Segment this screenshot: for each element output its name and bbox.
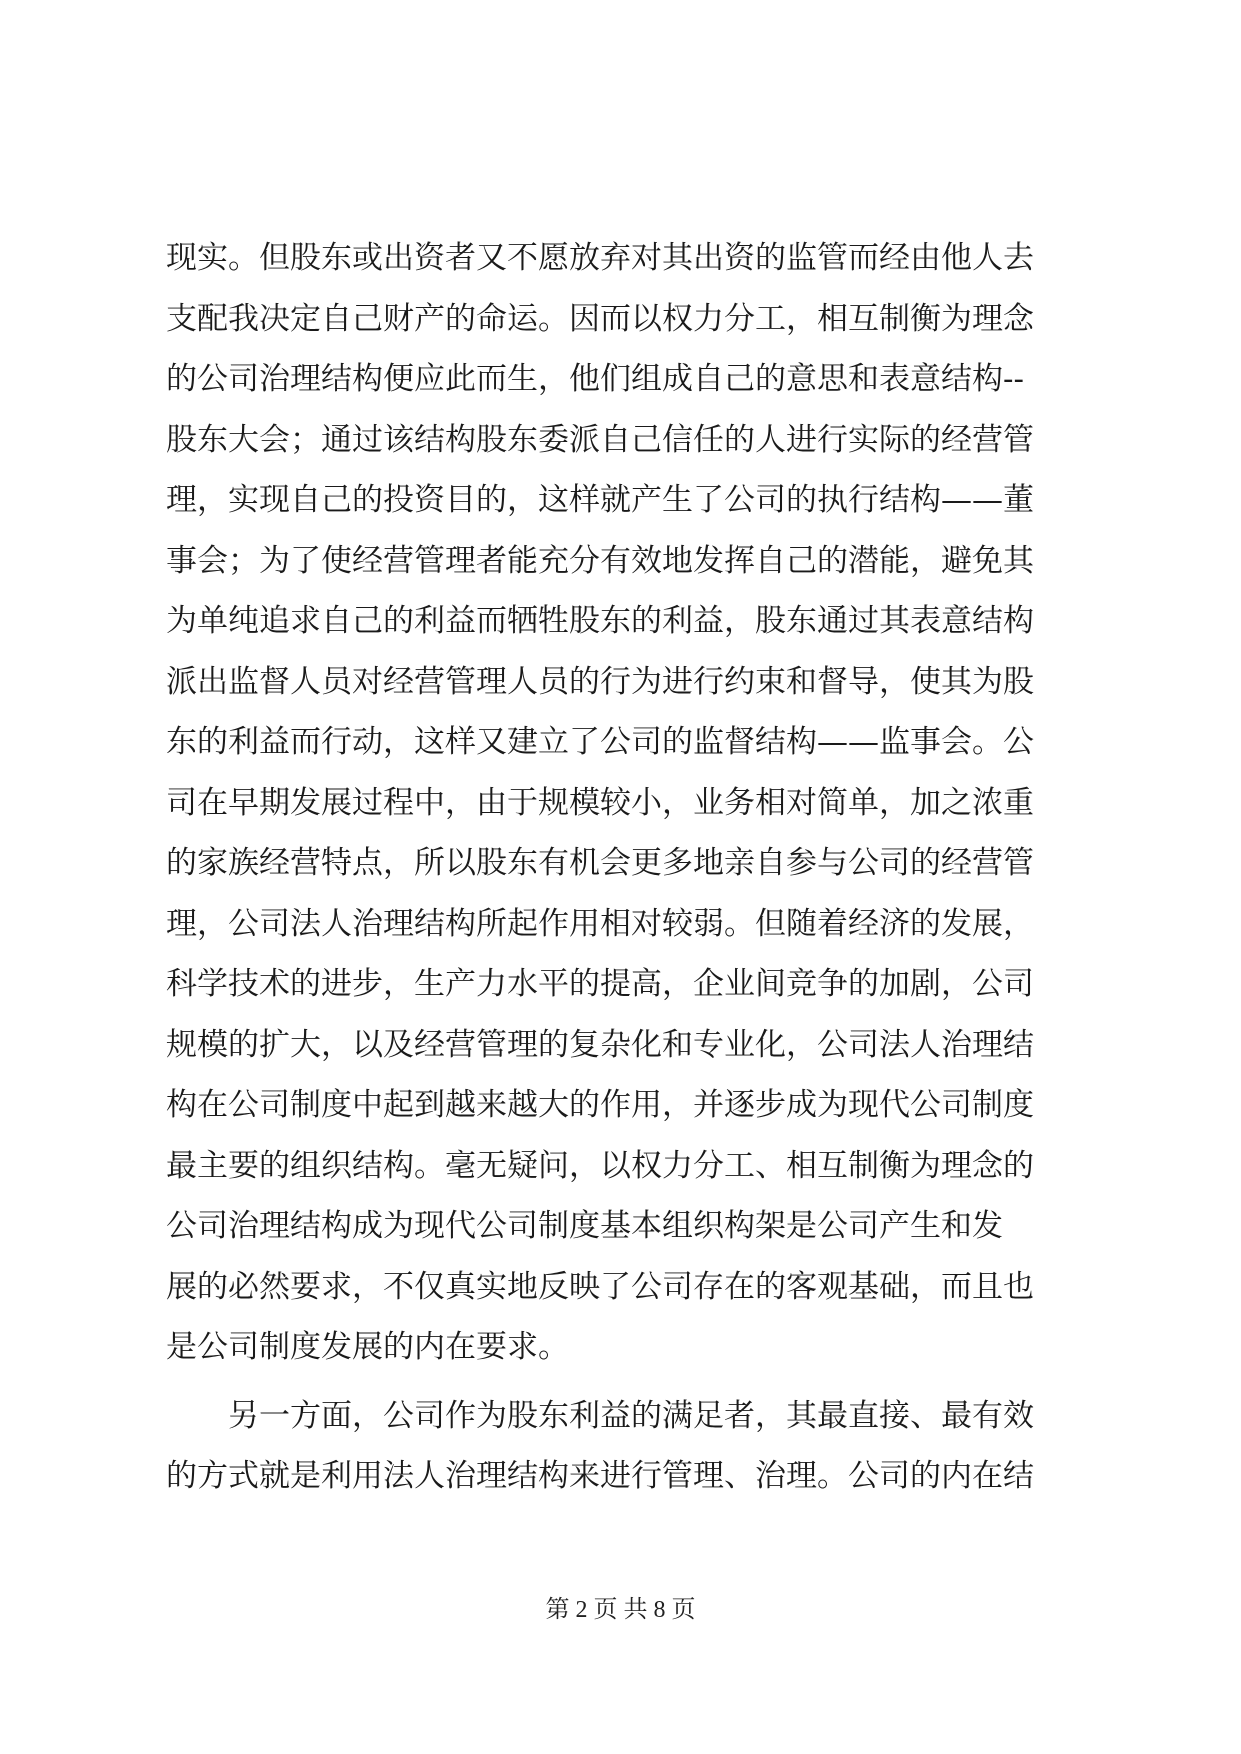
- paragraph-1-line: 规模的扩大，以及经营管理的复杂化和专业化，公司法人治理结: [166, 1026, 1034, 1063]
- paragraph-1-line: 事会；为了使经营管理者能充分有效地发挥自己的潜能，避免其: [166, 542, 1034, 579]
- body-text: [166, 228, 1086, 1507]
- paragraph-1-line: 理，公司法人治理结构所起作用相对较弱。但随着经济的发展，: [166, 905, 1034, 942]
- paragraph-1-line: 派出监督人员对经营管理人员的行为进行约束和督导，使其为股: [166, 663, 1034, 700]
- paragraph-2-line: 的方式就是利用法人治理结构来进行管理、治理。公司的内在结: [166, 1458, 1034, 1494]
- paragraph-1-line: 构在公司制度中起到越来越大的作用，并逐步成为现代公司制度: [166, 1087, 1034, 1123]
- page-number-label: 第 2 页 共 8 页: [545, 1597, 696, 1623]
- paragraph-1-line: 现实。但股东或出资者又不愿放弃对其出资的监管而经由他人去: [166, 240, 1034, 276]
- paragraph-1-line: 展的必然要求，不仅真实地反映了公司存在的客观基础，而且也: [166, 1268, 1034, 1305]
- paragraph-1-line: 科学技术的进步，生产力水平的提高，企业间竞争的加剧，公司: [166, 966, 1034, 1002]
- paragraph-1-line: 司在早期发展过程中，由于规模较小，业务相对简单，加之浓重: [166, 784, 1034, 821]
- paragraph-1-line: 股东大会；通过该结构股东委派自己信任的人进行实际的经营管: [166, 421, 1034, 458]
- page-footer: [0, 1594, 1241, 1626]
- paragraph-1-line: 是公司制度发展的内在要求。: [166, 1329, 569, 1365]
- paragraph-1-line: 最主要的组织结构。毫无疑问，以权力分工、相互制衡为理念的: [166, 1147, 1034, 1184]
- paragraph-1-line: 支配我决定自己财产的命运。因而以权力分工，相互制衡为理念: [166, 300, 1034, 337]
- paragraph-1-line: 公司治理结构成为现代公司制度基本组织构架是公司产生和发: [166, 1208, 1003, 1244]
- paragraph-1-line: 理，实现自己的投资目的，这样就产生了公司的执行结构——董: [166, 482, 1034, 518]
- paragraph-1-line: 的家族经营特点，所以股东有机会更多地亲自参与公司的经营管: [166, 845, 1034, 881]
- paragraph-1-line: 为单纯追求自己的利益而牺牲股东的利益，股东通过其表意结构: [166, 603, 1034, 639]
- paragraph-2-line: 另一方面，公司作为股东利益的满足者，其最直接、最有效: [228, 1397, 1034, 1434]
- paragraph-1-line: 的公司治理结构便应此而生，他们组成自己的意思和表意结构--: [166, 361, 1024, 397]
- paragraph-1-line: 东的利益而行动，这样又建立了公司的监督结构——监事会。公: [166, 724, 1034, 760]
